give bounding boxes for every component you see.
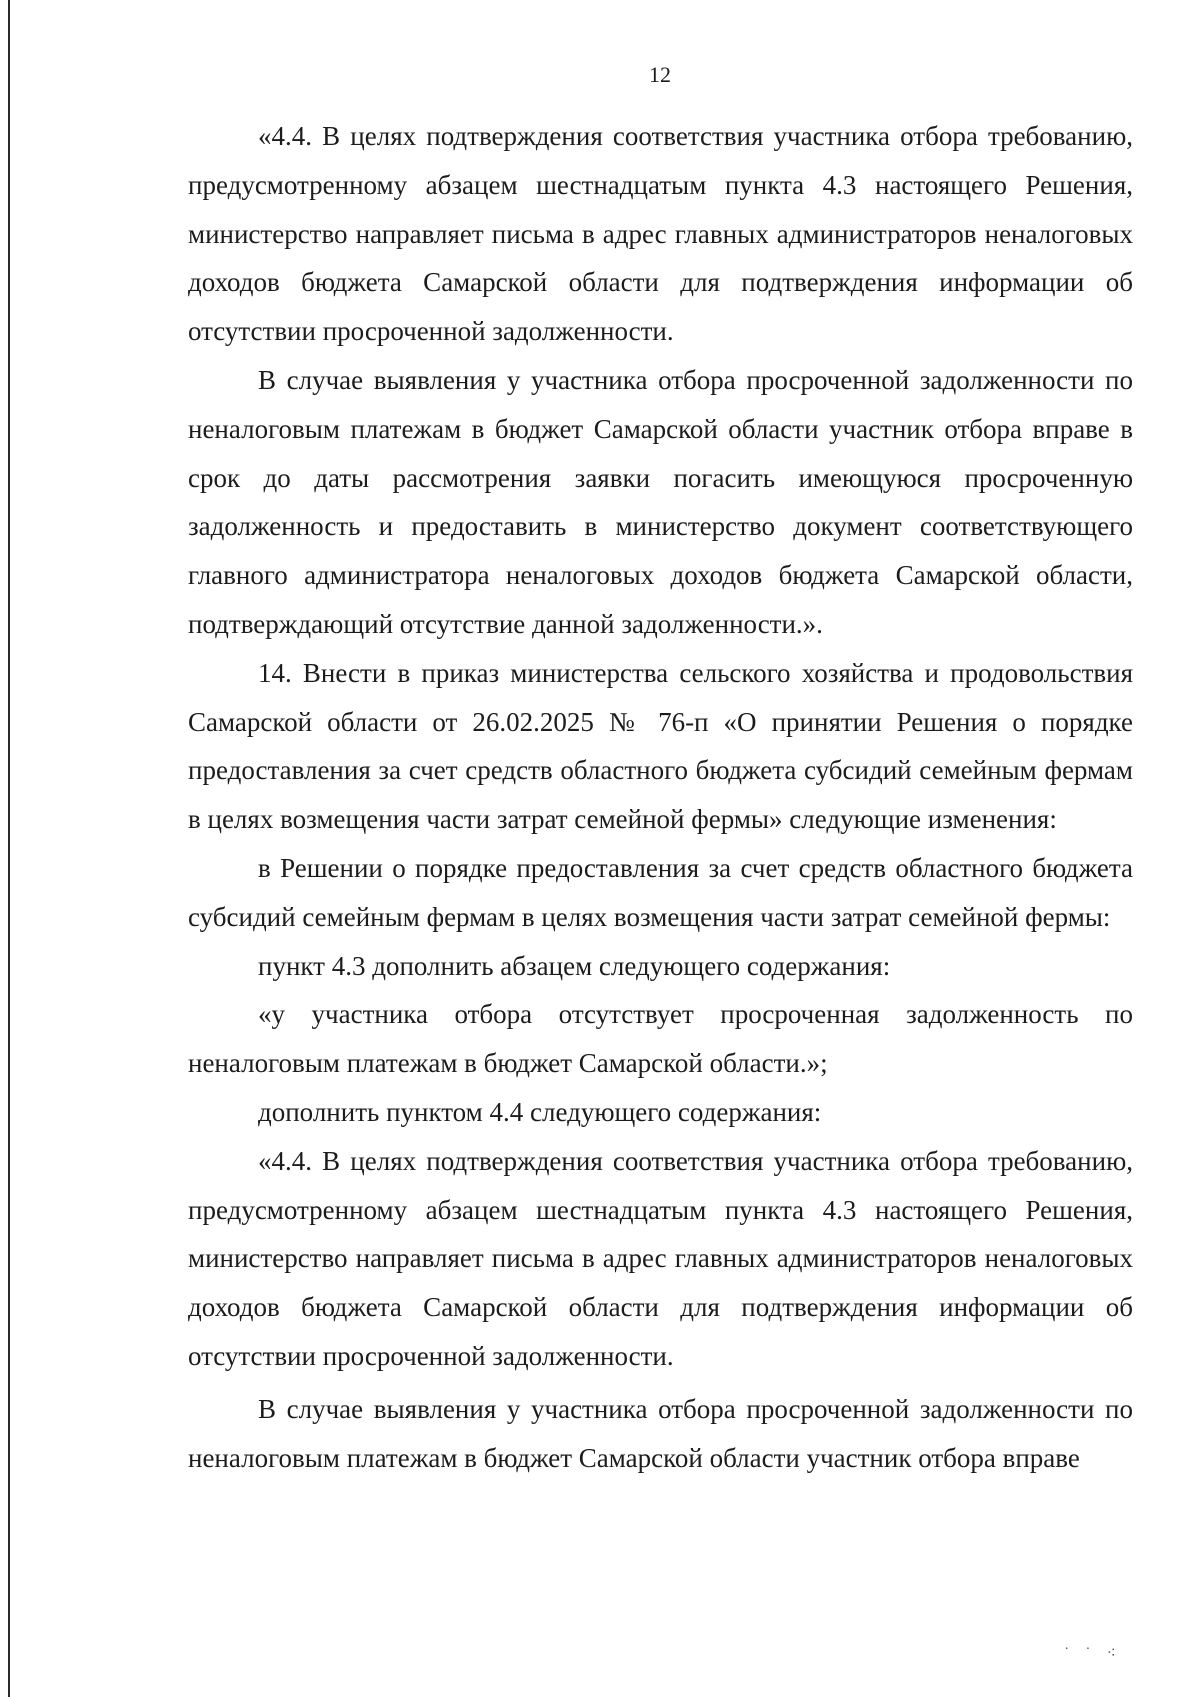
- paragraph-4-4-second: «4.4. В целях подтверждения соответствия участника отбора требованию, предусмотренному абзацем шестнадцатым пункта 4.3 настоящего Решения, министерство направляет письма в адрес главных администраторов неналоговых доходов бюджета Самарской области для подтверждения информации об отсутствии просроченной задолженности.: [188, 1145, 1133, 1371]
- paragraph-overdue-debt-second: В случае выявления у участника отбора просроченной задолженности по неналоговым платежам в бюджет Самарской области участник отбора вправе: [188, 1393, 1133, 1473]
- paragraph-4-4-first: «4.4. В целях подтверждения соответствия участника отбора требованию, предусмотренному абзацем шестнадцатым пункта 4.3 настоящего Решения, министерство направляет письма в адрес главных администраторов неналоговых доходов бюджета Самарской области для подтверждения информации об отсутствии просроченной задолженности.: [188, 121, 1133, 347]
- document-body: [188, 112, 1133, 1482]
- scan-edge-line: [8, 0, 10, 1697]
- paragraph-add-4-4: дополнить пунктом 4.4 следующего содержания:: [258, 1096, 822, 1127]
- paragraph-overdue-debt-first: В случае выявления у участника отбора просроченной задолженности по неналоговым платежам в бюджет Самарской области участник отбора вправе в срок до даты рассмотрения заявки погасить имеющуюся просроченную задолженность и предоставить в министерство документ соответствующего главного администратора неналоговых доходов бюджета Самарской области, подтверждающий отсутствие данной задолженности.».: [188, 364, 1133, 639]
- page-number: 12: [649, 62, 671, 87]
- scan-specks: ˙ ˙ ⁖: [1063, 1645, 1122, 1662]
- paragraph-add-to-4-3: пункт 4.3 дополнить абзацем следующего содержания:: [258, 950, 891, 981]
- paragraph-in-decision: в Решении о порядке предоставления за счет средств областного бюджета субсидий семейным фермам в целях возмещения части затрат семейной фермы:: [188, 852, 1133, 932]
- paragraph-item-14: 14. Внести в приказ министерства сельского хозяйства и продовольствия Самарской области от 26.02.2025 № 76-п «О принятии Решения о порядке предоставления за счет средств областного бюджета субсидий семейным фермам в целях возмещения части затрат семейной фермы» следующие изменения:: [188, 657, 1133, 835]
- paragraph-quoted-requirement: «у участника отбора отсутствует просроченная задолженность по неналоговым платежам в бюджет Самарской области.»;: [188, 999, 1133, 1079]
